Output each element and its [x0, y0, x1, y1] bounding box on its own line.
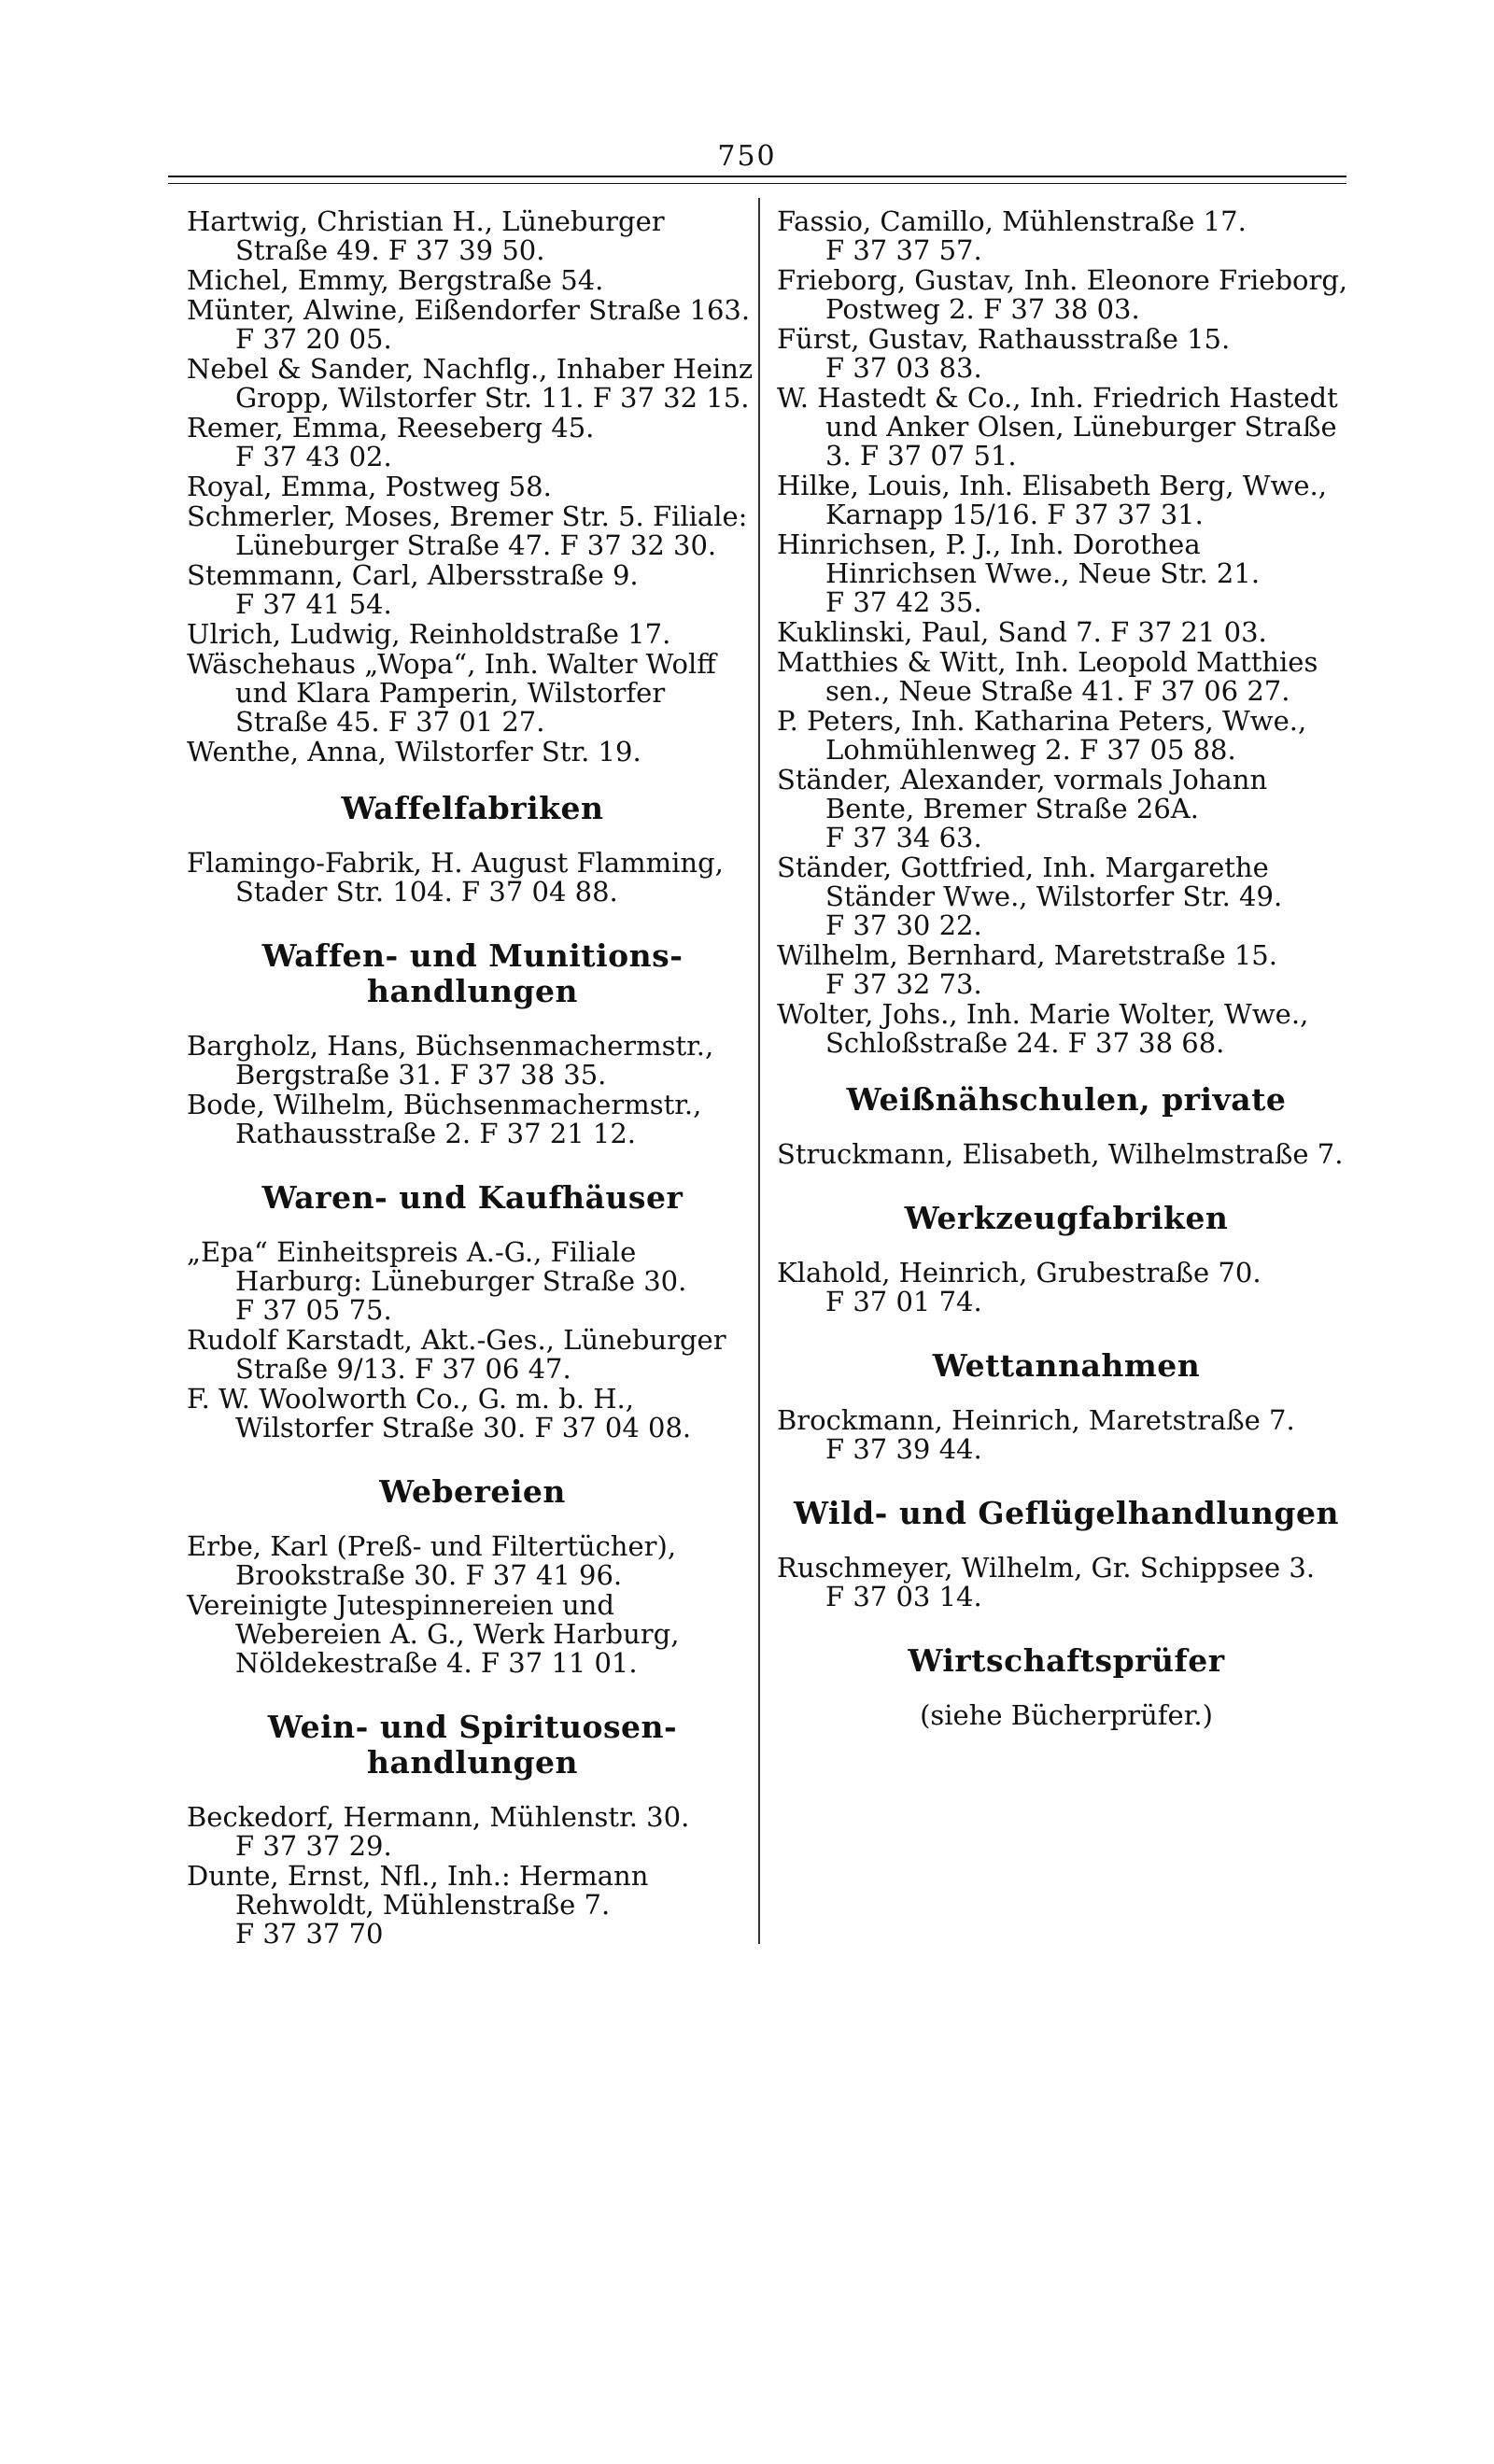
entry-text: Erbe, Karl (Preß- und Filtertücher), Brookstraße 30. — [187, 1530, 677, 1591]
entry-text: Hinrichsen, P. J., Inh. Dorothea Hinrichsen Wwe., Neue Str. 21. — [777, 528, 1261, 589]
entry-phone: F 37 04 08. — [534, 1412, 692, 1443]
entry-phone: F 37 20 05. — [235, 323, 392, 355]
section-heading — [777, 1496, 1356, 1531]
entry-phone: F 37 11 01. — [480, 1647, 638, 1679]
entry-text: Hilke, Louis, Inh. Elisabeth Berg, Wwe., Karnapp 15/16. — [777, 470, 1327, 530]
entry-phone: F 37 01 74. — [825, 1286, 982, 1317]
entry-phone: F 37 39 44. — [825, 1433, 982, 1465]
entry-text: Ulrich, Ludwig, Reinholdstraße 17. — [187, 618, 671, 650]
section-heading — [187, 938, 758, 1009]
directory-entry — [777, 618, 1356, 647]
entry-text: Wäschehaus „Wopa“, Inh. Walter Wolff und Klara Pamperin, Wilstorfer Straße 45. — [187, 648, 716, 738]
directory-entry — [187, 355, 758, 413]
directory-entry — [777, 1259, 1356, 1316]
entry-text: Brockmann, Heinrich, Maretstraße 7. — [777, 1404, 1295, 1436]
directory-entry — [777, 1000, 1356, 1058]
entry-phone: F 37 34 63. — [825, 822, 982, 853]
entry-text: Schmerler, Moses, Bremer Str. 5. Filiale: Lüneburger Straße 47. — [187, 500, 748, 561]
section-heading-text: Wirtschaftsprüfer — [908, 1642, 1225, 1679]
entry-text: Frieborg, Gustav, Inh. Eleonore Frieborg, Postweg 2. — [777, 264, 1348, 325]
entry-phone: F 37 32 73. — [825, 968, 982, 1000]
entry-text: F. W. Woolworth Co., G. m. b. H., Wilstorfer Straße 30. — [187, 1383, 634, 1443]
entry-phone: F 37 07 51. — [859, 440, 1017, 472]
entry-text: Dunte, Ernst, Nfl., Inh.: Hermann Rehwoldt, Mühlenstraße 7. — [187, 1860, 649, 1921]
entry-phone: F 37 03 83. — [825, 352, 982, 384]
directory-entry — [187, 502, 758, 560]
entry-phone: F 37 41 54. — [235, 588, 392, 620]
directory-entry — [187, 414, 758, 472]
entry-text: Beckedorf, Hermann, Mühlenstr. 30. — [187, 1801, 690, 1833]
entry-phone: F 37 43 02. — [235, 441, 392, 472]
directory-entry — [187, 266, 758, 295]
directory-entry — [187, 1032, 758, 1090]
entry-phone: F 37 21 12. — [479, 1118, 637, 1149]
entry-phone: F 37 32 30. — [559, 529, 717, 561]
entry-phone: F 37 38 03. — [983, 293, 1140, 325]
left-column — [187, 207, 758, 1950]
directory-entry — [777, 853, 1356, 940]
entry-text: Wenthe, Anna, Wilstorfer Str. 19. — [187, 736, 641, 767]
section-heading — [777, 1348, 1356, 1384]
entry-text: Ständer, Alexander, vormals Johann Bente, Bremer Straße 26A. — [777, 764, 1268, 824]
entry-phone: F 37 38 68. — [1067, 1027, 1225, 1059]
header-rule — [168, 176, 1346, 177]
directory-entry — [187, 1326, 758, 1384]
directory-entry — [187, 1862, 758, 1949]
entry-phone: F 37 06 27. — [1133, 675, 1290, 707]
entry-phone: F 37 37 57. — [825, 234, 982, 266]
section-heading — [187, 1710, 758, 1781]
entry-text: Nebel & Sander, Nachflg., Inhaber Heinz Gropp, Wilstorfer Str. 11. — [187, 353, 754, 414]
entry-text: Hartwig, Christian H., Lüneburger Straße 49. — [187, 205, 665, 266]
section-heading — [777, 1201, 1356, 1236]
entry-text: Kuklinski, Paul, Sand 7. — [777, 616, 1102, 648]
section-heading — [777, 1082, 1356, 1118]
directory-entry — [187, 1385, 758, 1443]
directory-entry — [187, 620, 758, 649]
directory-entry — [777, 472, 1356, 529]
directory-entry — [777, 1140, 1356, 1169]
entry-text: Ständer, Gottfried, Inh. Margarethe Ständer Wwe., Wilstorfer Str. 49. — [777, 852, 1283, 912]
directory-entry — [777, 530, 1356, 617]
cross-reference-note: (siehe Bücherprüfer.) — [920, 1699, 1213, 1731]
entry-phone: F 37 37 31. — [1047, 499, 1204, 530]
entry-phone: F 37 32 15. — [592, 382, 750, 414]
directory-entry — [777, 707, 1356, 765]
entry-text: Vereinigte Jutespinnereien und Webereien A. G., Werk Harburg, Nöldekestraße 4. — [187, 1589, 680, 1679]
section-heading-text: Wild- und Geflügelhandlungen — [794, 1495, 1339, 1531]
entry-text: Fassio, Camillo, Mühlenstraße 17. — [777, 205, 1247, 237]
entry-text: Fürst, Gustav, Rathausstraße 15. — [777, 323, 1231, 355]
section-heading-text: Weißnähschulen, private — [846, 1081, 1287, 1118]
directory-entry — [187, 561, 758, 619]
directory-entry — [777, 266, 1356, 324]
directory-entry — [777, 766, 1356, 852]
directory-entry — [187, 1591, 758, 1678]
entry-text: Bode, Wilhelm, Büchsenmachermstr., Rathausstraße 2. — [187, 1089, 702, 1149]
entry-text: Klahold, Heinrich, Grubestraße 70. — [777, 1257, 1261, 1288]
entry-text: Struckmann, Elisabeth, Wilhelmstraße 7. — [777, 1138, 1344, 1170]
page-number: 750 — [717, 140, 777, 173]
entry-text: Remer, Emma, Reeseberg 45. — [187, 412, 595, 444]
entry-phone: F 37 30 22. — [825, 909, 982, 941]
header-rule-thin — [168, 183, 1346, 184]
entry-phone: F 37 42 35. — [825, 586, 982, 618]
entry-text: Ruschmeyer, Wilhelm, Gr. Schippsee 3. — [777, 1552, 1316, 1584]
section-heading — [777, 1643, 1356, 1679]
entry-phone: F 37 38 35. — [449, 1059, 607, 1091]
right-column — [777, 207, 1356, 1731]
section-heading — [187, 1474, 758, 1510]
directory-entry — [777, 648, 1356, 706]
entry-phone: F 37 37 70 — [235, 1918, 384, 1950]
entry-text: Michel, Emmy, Bergstraße 54. — [187, 264, 604, 296]
section-heading-text: Werkzeugfabriken — [904, 1200, 1229, 1236]
entry-text: Wolter, Johs., Inh. Marie Wolter, Wwe., Schloßstraße 24. — [777, 998, 1309, 1059]
section-heading-text: Waren- und Kaufhäuser — [261, 1179, 684, 1216]
entry-text: Rudolf Karstadt, Akt.-Ges., Lüneburger Straße 9/13. — [187, 1324, 726, 1385]
directory-entry — [187, 1803, 758, 1861]
entry-text: „Epa“ Einheitspreis A.-G., Filiale Harburg: Lüneburger Straße 30. — [187, 1236, 687, 1297]
section-heading-text: Webereien — [379, 1473, 566, 1510]
entry-phone: F 37 05 88. — [1079, 734, 1236, 766]
entry-text: Stemmann, Carl, Albersstraße 9. — [187, 559, 639, 591]
directory-entry — [187, 472, 758, 501]
entry-text: Münter, Alwine, Eißendorfer Straße 163. — [187, 294, 751, 326]
entry-text: P. Peters, Inh. Katharina Peters, Wwe., Lohmühlenweg 2. — [777, 705, 1307, 766]
entry-phone: F 37 03 14. — [825, 1581, 982, 1612]
section-heading-text: Wettannahmen — [932, 1347, 1201, 1384]
entry-phone: F 37 39 50. — [388, 234, 545, 266]
section-heading — [187, 1180, 758, 1216]
directory-entry — [777, 325, 1356, 383]
section-heading-text: Wein- und Spirituosen-handlungen — [267, 1709, 678, 1781]
entry-phone: F 37 04 88. — [461, 876, 618, 908]
entry-phone: F 37 06 47. — [414, 1353, 571, 1385]
section-heading — [187, 791, 758, 826]
directory-entry — [777, 1406, 1356, 1464]
directory-entry — [187, 1532, 758, 1590]
entry-text: W. Hastedt & Co., Inh. Friedrich Hastedt und Anker Olsen, Lüneburger Straße 3. — [777, 382, 1338, 472]
section-heading-text: Waffelfabriken — [341, 790, 604, 826]
entry-phone: F 37 37 29. — [235, 1830, 392, 1862]
entry-phone: F 37 21 03. — [1110, 616, 1267, 648]
directory-entry — [187, 849, 758, 907]
directory-entry — [187, 1238, 758, 1325]
directory-entry — [187, 207, 758, 265]
entry-text: Royal, Emma, Postweg 58. — [187, 471, 552, 502]
directory-entry — [777, 207, 1356, 265]
directory-entry — [187, 1091, 758, 1148]
directory-entry — [187, 738, 758, 767]
directory-entry — [777, 384, 1356, 471]
section-heading-text: Waffen- und Munitions-handlungen — [261, 937, 684, 1009]
directory-entry — [187, 296, 758, 354]
directory-entry — [187, 650, 758, 737]
entry-phone: F 37 41 96. — [465, 1559, 623, 1591]
directory-entry — [777, 1554, 1356, 1612]
directory-entry — [777, 941, 1356, 999]
entry-text: Matthies & Witt, Inh. Leopold Matthies sen., Neue Straße 41. — [777, 646, 1318, 707]
entry-text: Wilhelm, Bernhard, Maretstraße 15. — [777, 939, 1277, 971]
entry-text: Flamingo-Fabrik, H. August Flamming, Stader Str. 104. — [187, 847, 724, 908]
entry-text: Bargholz, Hans, Büchsenmachermstr., Bergstraße 31. — [187, 1030, 714, 1091]
column-divider — [758, 198, 760, 1944]
entry-phone: F 37 05 75. — [235, 1294, 392, 1326]
entry-phone: F 37 01 27. — [388, 706, 545, 738]
